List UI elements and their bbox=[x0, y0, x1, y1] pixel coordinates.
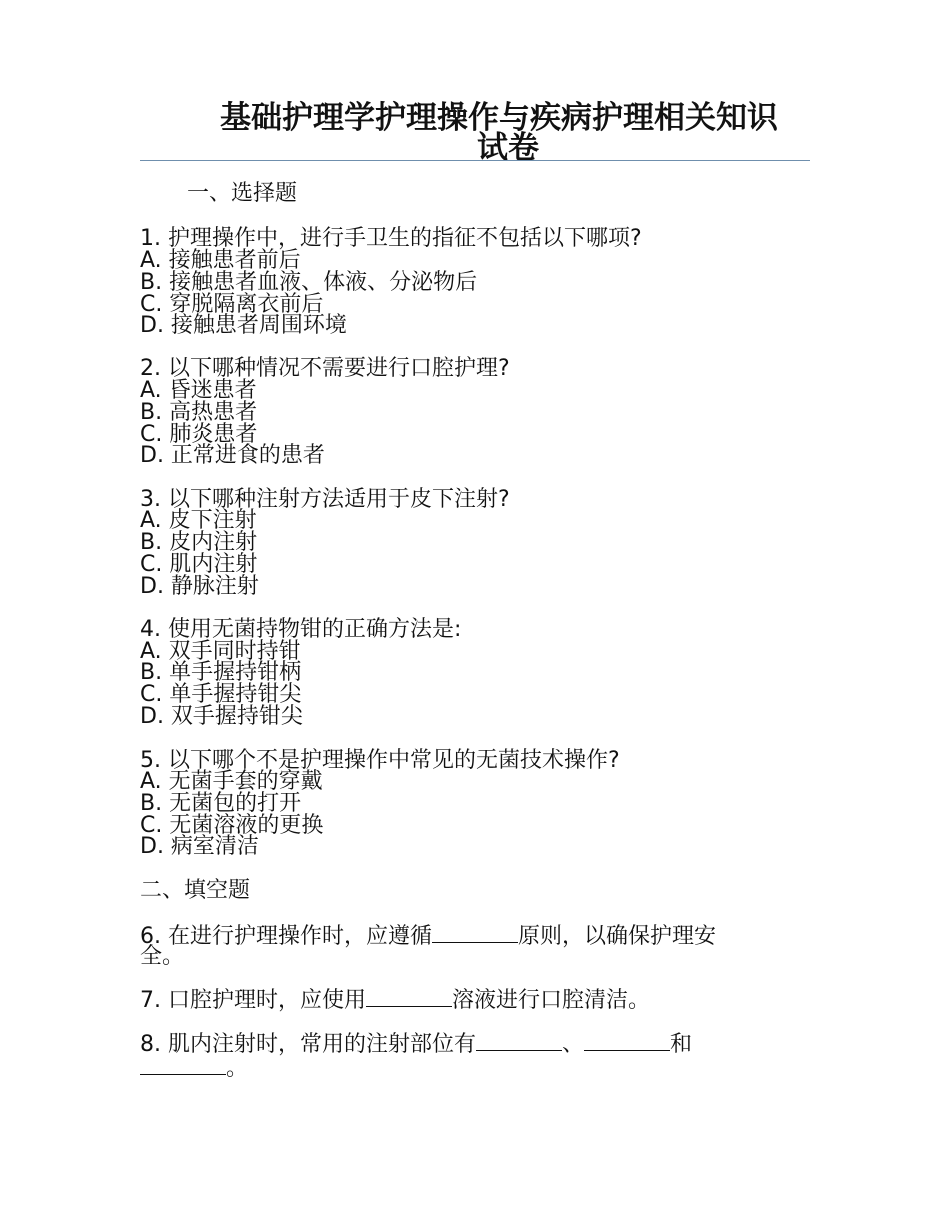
question-2-option-c: C. 肺炎患者 bbox=[140, 422, 258, 447]
question-7-text-a: 7. 口腔护理时，应使用 bbox=[140, 988, 366, 1013]
question-1-option-d: D. 接触患者周围环境 bbox=[140, 313, 347, 338]
question-1-option-c: C. 穿脱隔离衣前后 bbox=[140, 292, 324, 317]
question-1-option-a: A. 接触患者前后 bbox=[140, 248, 301, 273]
question-2-option-a: A. 昏迷患者 bbox=[140, 378, 257, 403]
question-8 bbox=[140, 1032, 692, 1056]
question-3-option-b: B. 皮内注射 bbox=[140, 530, 258, 555]
question-8-blank-2[interactable] bbox=[584, 1032, 670, 1051]
page-title-line2: 试卷 bbox=[477, 130, 539, 166]
question-6-text-a: 6. 在进行护理操作时，应遵循 bbox=[140, 924, 432, 949]
question-4-option-b: B. 单手握持钳柄 bbox=[140, 660, 302, 685]
question-2-option-b: B. 高热患者 bbox=[140, 400, 258, 425]
question-3-option-d: D. 静脉注射 bbox=[140, 574, 259, 599]
question-2-option-d: D. 正常进食的患者 bbox=[140, 443, 325, 468]
question-4-option-c: C. 单手握持钳尖 bbox=[140, 682, 302, 707]
question-8-text-c: 和 bbox=[670, 1032, 693, 1057]
question-8-text-b: 、 bbox=[562, 1032, 585, 1057]
section-heading-fill: 二、填空题 bbox=[140, 878, 251, 903]
question-7-text-b: 溶液进行口腔清洁。 bbox=[451, 988, 650, 1013]
title-divider bbox=[140, 160, 810, 161]
question-6-continued: 全。 bbox=[140, 944, 185, 969]
question-5-stem: 5. 以下哪个不是护理操作中常见的无菌技术操作? bbox=[140, 748, 620, 773]
question-4-stem: 4. 使用无菌持物钳的正确方法是: bbox=[140, 617, 462, 642]
question-1-stem: 1. 护理操作中，进行手卫生的指征不包括以下哪项? bbox=[140, 226, 642, 251]
question-6-blank[interactable] bbox=[432, 924, 518, 943]
section-heading-choice: 一、选择题 bbox=[187, 181, 298, 206]
question-3-option-c: C. 肌内注射 bbox=[140, 552, 258, 577]
question-4-option-d: D. 双手握持钳尖 bbox=[140, 704, 303, 729]
question-5-option-c: C. 无菌溶液的更换 bbox=[140, 813, 324, 838]
question-7-blank[interactable] bbox=[366, 988, 452, 1007]
question-2-stem: 2. 以下哪种情况不需要进行口腔护理? bbox=[140, 356, 510, 381]
question-5-option-a: A. 无菌手套的穿戴 bbox=[140, 769, 323, 794]
question-7 bbox=[140, 988, 650, 1012]
question-8-text-a: 8. 肌内注射时，常用的注射部位有 bbox=[140, 1032, 476, 1057]
question-3-stem: 3. 以下哪种注射方法适用于皮下注射? bbox=[140, 487, 510, 512]
question-3-option-a: A. 皮下注射 bbox=[140, 508, 257, 533]
question-8-continued bbox=[140, 1056, 248, 1080]
question-5-option-d: D. 病室清洁 bbox=[140, 834, 259, 859]
question-4-option-a: A. 双手同时持钳 bbox=[140, 639, 301, 664]
question-5-option-b: B. 无菌包的打开 bbox=[140, 791, 302, 816]
question-1-option-b: B. 接触患者血液、体液、分泌物后 bbox=[140, 270, 478, 295]
page-title-line1: 基础护理学护理操作与疾病护理相关知识 bbox=[220, 100, 778, 136]
question-8-blank-1[interactable] bbox=[476, 1032, 562, 1051]
question-8-blank-3[interactable] bbox=[140, 1056, 226, 1075]
question-6-text-b: 原则，以确保护理安 bbox=[517, 924, 716, 949]
question-6 bbox=[140, 924, 716, 948]
question-8-text-d: 。 bbox=[226, 1056, 249, 1081]
